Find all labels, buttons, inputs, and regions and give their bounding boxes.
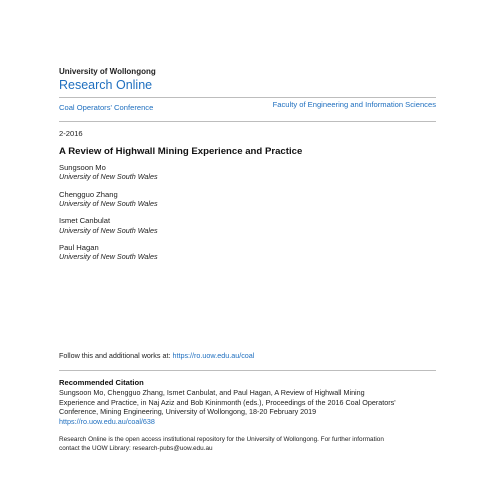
citation-line: Sungsoon Mo, Chengguo Zhang, Ismet Canbulat, and Paul Hagan, A Review of Highwall Mining: [59, 388, 365, 397]
citation-divider: [59, 370, 436, 371]
repository-footer: [59, 436, 444, 453]
author-item: [59, 190, 158, 209]
institution-name: University of Wollongong: [59, 67, 156, 76]
publication-date: 2-2016: [59, 129, 83, 138]
author-affiliation: University of New South Wales: [59, 252, 158, 262]
author-affiliation: University of New South Wales: [59, 199, 158, 209]
citation-line: Experience and Practice, in Naj Aziz and Bob Kininmonth (eds.), Proceedings of the 2016 Coal Operators': [59, 397, 396, 407]
author-list: [59, 163, 158, 269]
author-name: Ismet Canbulat: [59, 216, 111, 226]
follow-text: Follow this and additional works at:: [59, 351, 173, 360]
author-name: Paul Hagan: [59, 242, 99, 252]
citation-line: Conference, Mining Engineering, University of Wollongong, 18-20 February 2019: [59, 407, 317, 416]
citation-link[interactable]: https://ro.uow.edu.au/coal/638: [59, 416, 155, 426]
series-link[interactable]: Coal Operators' Conference: [59, 103, 154, 112]
author-name: Chengguo Zhang: [59, 189, 118, 199]
citation-heading: Recommended Citation: [59, 378, 144, 387]
paper-title: A Review of Highwall Mining Experience and Practice: [59, 146, 303, 157]
header-divider: [59, 97, 436, 98]
footer-line: contact the UOW Library: research-pubs@uow.edu.au: [59, 444, 213, 452]
collection-link[interactable]: https://ro.uow.edu.au/coal: [172, 351, 255, 360]
faculty-link[interactable]: Faculty of Engineering and Information Sciences: [272, 100, 436, 109]
footer-line: Research Online is the open access institutional repository for the University of Wollongong. For further information: [59, 436, 384, 443]
author-item: [59, 243, 158, 262]
follow-line: [59, 351, 254, 360]
author-affiliation: University of New South Wales: [59, 172, 158, 182]
meta-divider: [59, 121, 436, 122]
author-item: [59, 163, 158, 182]
citation-body: [59, 388, 439, 426]
author-item: [59, 216, 158, 235]
author-name: Sungsoon Mo: [59, 163, 106, 172]
repository-link[interactable]: Research Online: [59, 78, 153, 92]
author-affiliation: University of New South Wales: [59, 225, 158, 235]
